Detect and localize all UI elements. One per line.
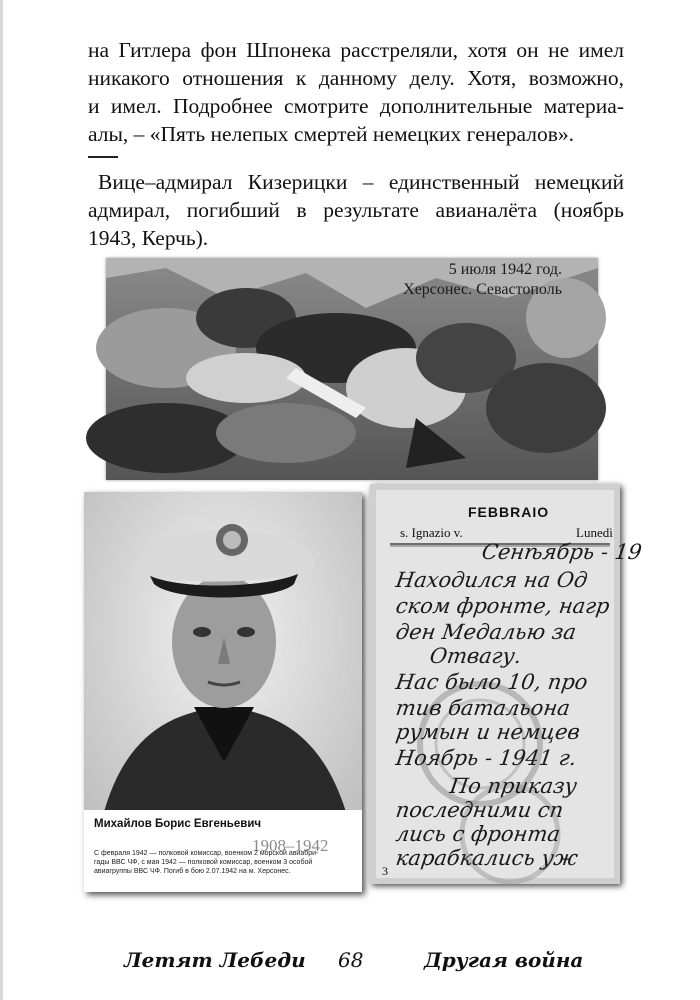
text-line: 1943, Керчь). (88, 226, 209, 250)
portrait-image (84, 492, 362, 892)
handwriting-line: Ноябрь - 1941 г. (394, 746, 579, 770)
text-line: алы, – «Пять нелепых смертей немецких генералов». (88, 122, 575, 146)
text-line: на Гитлера фон Шпонека расстреляли, хотя он не имел (88, 38, 624, 62)
paragraph-1 (88, 36, 624, 148)
handwriting-line: последними сп (394, 798, 565, 822)
diary-page-number: 3 (382, 864, 388, 878)
body-text (88, 36, 624, 252)
portrait-description (94, 849, 354, 876)
handwriting-line: лись с фронта (394, 822, 562, 846)
diary-weekday: Lunedì (576, 525, 613, 540)
page-edge (0, 0, 3, 1000)
footer-page-number: 68 (338, 948, 364, 972)
text-line: Вице–адмирал Кизерицки – единственный немецкий (98, 170, 624, 194)
handwriting-line: Отвагу. (428, 644, 524, 668)
portrait-photo (84, 492, 362, 892)
portrait-years: 1908–1942 (252, 836, 329, 855)
paragraph-2 (88, 168, 624, 252)
photo-caption (403, 260, 562, 300)
handwriting-line: Находился на Од (394, 568, 590, 592)
portrait-name: Михайлов Борис Евгеньевич (94, 818, 262, 830)
caption-place: Херсонес. Севастополь (403, 281, 562, 298)
handwriting-line: ском фронте, нагр (394, 594, 612, 618)
text-line: адмирал, погибший в результате авианалёта (ноябрь (88, 198, 624, 222)
footer-section-title: Другая война (424, 948, 584, 972)
handwriting-line: По приказу (448, 774, 579, 798)
handwriting-line: Нас было 10, про (394, 670, 590, 694)
handwriting-line: румын и немцев (394, 720, 582, 744)
handwriting-line: карабкались уж (394, 846, 580, 870)
diary-page (370, 484, 644, 884)
page-footer (0, 940, 700, 980)
desc-line: гады ВВС ЧФ, с мая 1942 — полковой комиссар, военком 3 особой (94, 859, 313, 866)
desc-line: С февраля 1942 — полковой комиссар, военком 2 морской авиабри- (94, 850, 319, 857)
diary-month: FEBBRAIO (468, 504, 550, 520)
text-line: и имел. Подробнее смотрите дополнительные материа- (88, 94, 624, 118)
diary-saint: s. Ignazio v. (400, 525, 463, 540)
handwriting-line: тив батальона (394, 696, 572, 720)
desc-line: авиагруппы ВВС ЧФ. Погиб в бою 2.07.1942 на м. Херсонес. (94, 868, 291, 875)
handwriting-line: ден Медалью за (394, 620, 578, 644)
text-line: никакого отношения к данному делу. Хотя, возможно, (88, 66, 624, 90)
battlefield-photo (106, 258, 598, 480)
handwriting-line: Сенѣябрь - 19 (480, 540, 644, 564)
caption-date: 5 июля 1942 год. (448, 261, 562, 278)
separator-rule (88, 156, 118, 158)
footer-book-title: Летят Лебеди (124, 948, 306, 972)
